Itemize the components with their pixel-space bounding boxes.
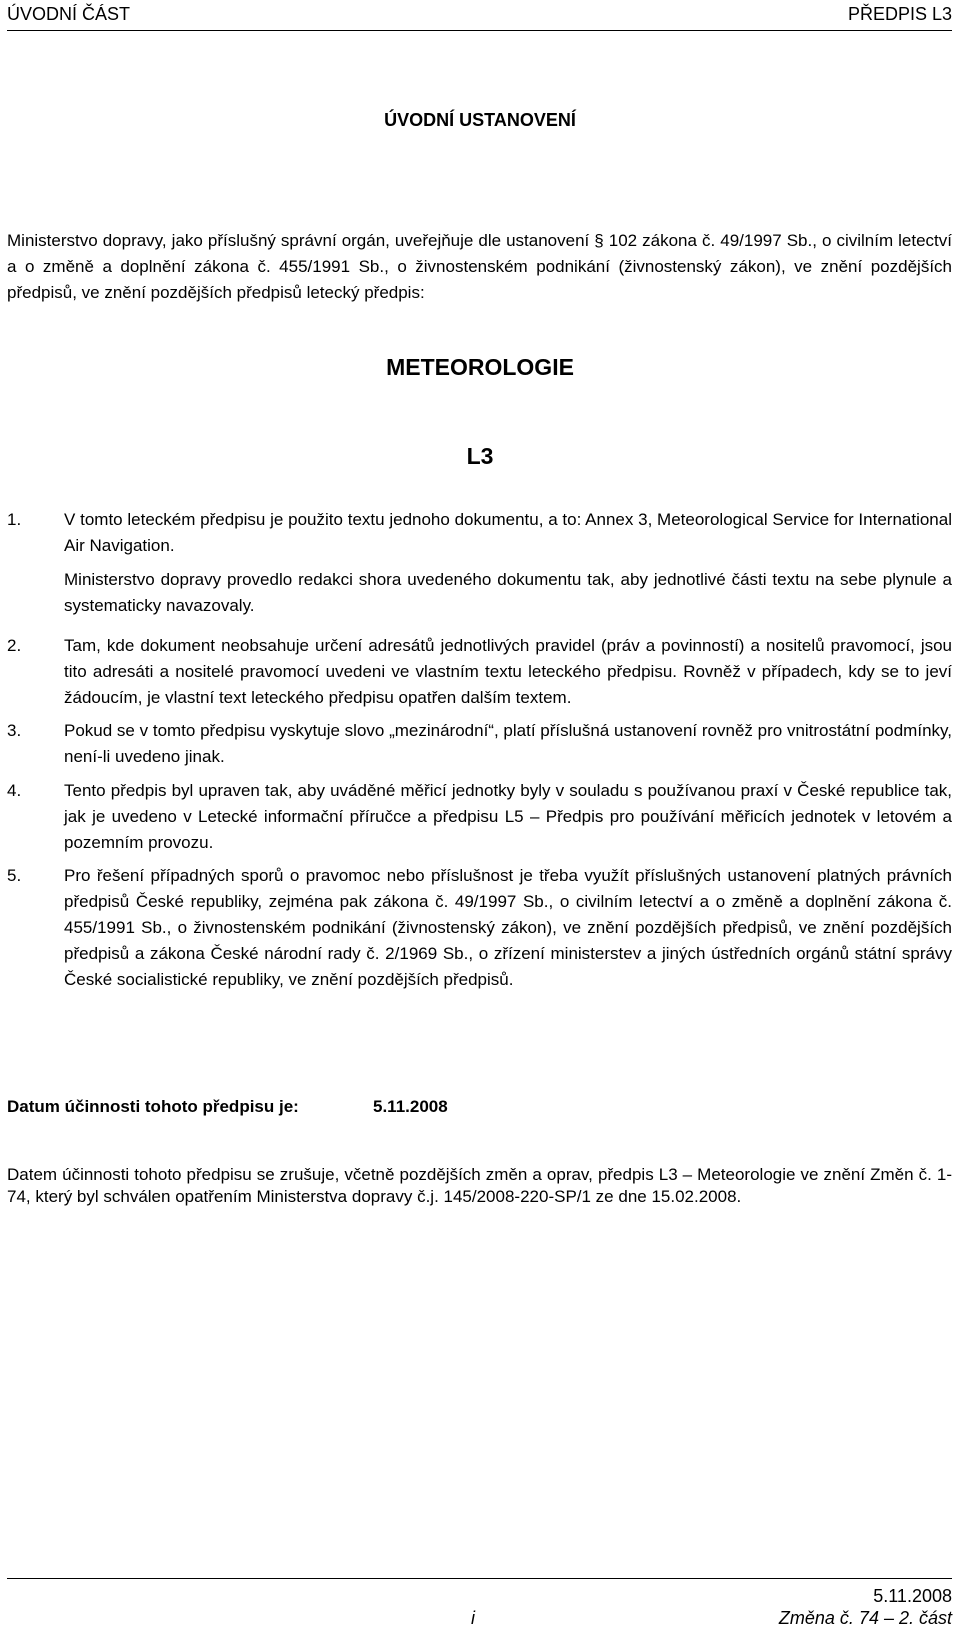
item-text: Tento předpis byl upraven tak, aby uváděné měřicí jednotky byly v souladu s používanou praxí v České republice tak, jak je uvedeno v Letecké informační příručce a předpisu L5 – Předpis pro používání měřicích jednotek v letovém a pozemním provozu. [64,781,952,852]
regulation-subject: METEOROLOGIE [386,354,574,380]
item-text: Pro řešení případných sporů o pravomoc nebo příslušnost je třeba využít příslušných ustanovení platných právních předpisů České republiky, zejména pak zákona č. 49/1997 Sb., o civilním letectví a o změně a doplnění zákona č. 455/1991 Sb., o živnostenském podnikání (živnostenský zákon), ve znění pozdějších předpisů, ve znění pozdějších předpisů a zákona České národní rady č. 2/1969 Sb., o zřízení ministerstev a jiných ústředních orgánů státní správy České socialistické republiky, ve znění pozdějších předpisů. [64,866,952,989]
footer-divider [7,1578,952,1579]
footer-date: 5.11.2008 [873,1586,952,1606]
list-item [7,507,952,559]
header-regulation: PŘEDPIS L3 [847,4,952,24]
effective-date-label: Datum účinnosti tohoto předpisu je: [7,1097,299,1116]
item-number: 3. [7,721,22,740]
list-item [7,633,952,711]
page-header [7,4,952,31]
item-text: Tam, kde dokument neobsahuje určení adresátů jednotlivých pravidel (práv a povinností) a nositelů pravomocí, jsou tito adresáti a nositelé pravomocí uvedeni ve vlastním textu leteckého předpisu. Rovněž v případech, kdy se to jeví žádoucím, je vlastní text leteckého předpisu opatřen dalším textem. [64,636,952,707]
item-number: 4. [7,781,22,800]
item-subparagraph: Ministerstvo dopravy provedlo redakci shora uvedeného dokumentu tak, aby jednotlivé části textu na sebe plynule a systematicky navazovaly. [64,570,952,615]
item-number: 5. [7,866,22,885]
list-item [7,778,952,856]
item-number: 2. [7,636,22,655]
item-text: V tomto leteckém předpisu je použito textu jednoho dokumentu, a to: Annex 3, Meteorological Service for International Air Navigation. [64,510,952,555]
list-item [7,863,952,993]
intro-paragraph: Ministerstvo dopravy, jako příslušný správní orgán, uveřejňuje dle ustanovení § 102 zákona č. 49/1997 Sb., o civilním letectví a o změně a doplnění zákona č. 455/1991 Sb., o živnostenském podnikání (živnostenský zákon), ve znění pozdějších předpisů, ve znění pozdějších předpisů letecký předpis: [7,231,952,302]
footer-change: Změna č. 74 – 2. část [778,1608,952,1628]
page-number: i [471,1608,475,1628]
page-title: ÚVODNÍ USTANOVENÍ [384,110,576,130]
repeal-paragraph: Datem účinnosti tohoto předpisu se zrušuje, včetně pozdějších změn a oprav, předpis L3 – Meteorologie ve znění Změn č. 1-74, který byl schválen opatřením Ministerstva dopravy č.j. 145/2008-220-SP/1 ze dne 15.02.2008. [7,1165,952,1206]
regulation-code: L3 [466,443,494,469]
item-number: 1. [7,510,22,529]
list-item [7,718,952,770]
header-section: ÚVODNÍ ČÁST [7,4,131,24]
effective-date-value: 5.11.2008 [373,1097,448,1116]
item-text: Pokud se v tomto předpisu vyskytuje slovo „mezinárodní“, platí příslušná ustanovení rovněž pro vnitrostátní podmínky, není-li uvedeno jinak. [64,721,952,766]
